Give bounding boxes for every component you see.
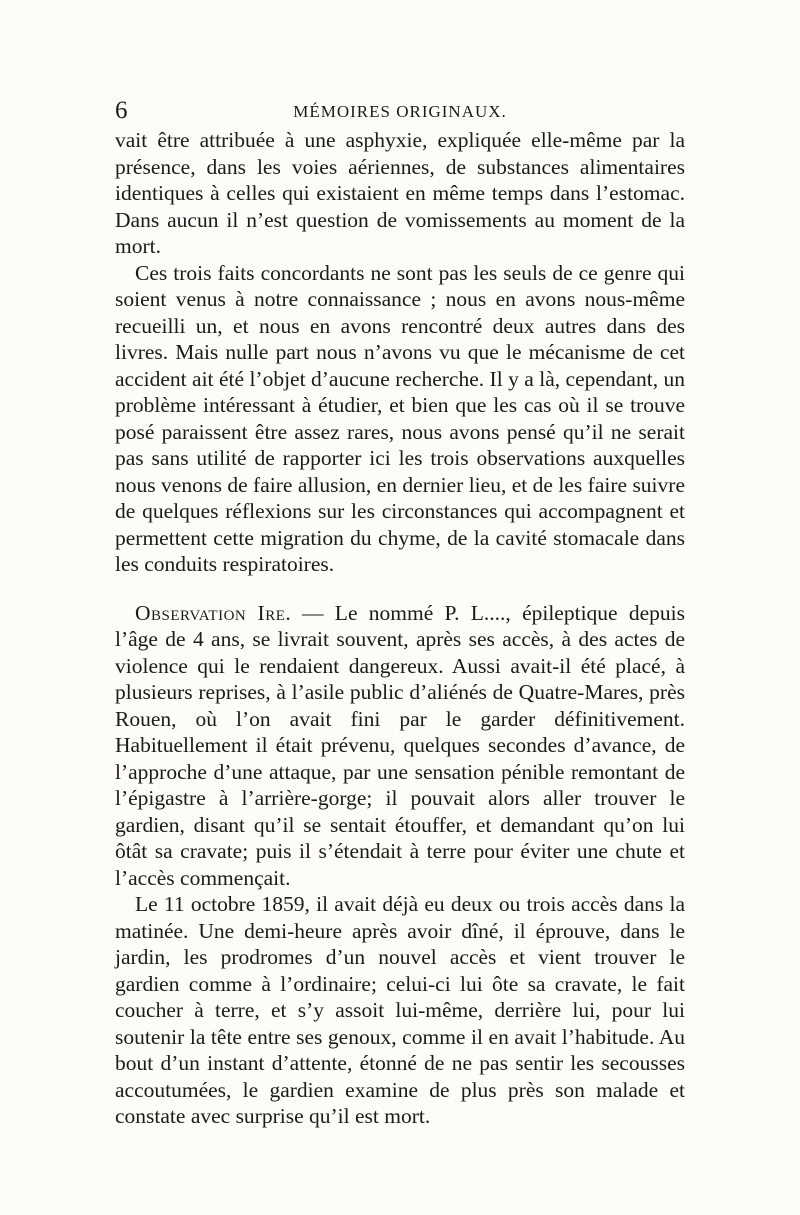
running-head [115,96,685,126]
paragraph-october-1859: Le 11 octobre 1859, il avait déjà eu deux ou trois accès dans la matinée. Une demi-heure après avoir dîné, il éprouve, dans le jardin, les prodromes d’un nouvel accès et vient trouver le gardien comme à l’ordinaire; celui-ci lui ôte sa cravate, le fait coucher à terre, et s’y assoit lui-même, derrière lui, pour lui soutenir la tête entre ses genoux, comme il en avait l’habitude. Au bout d’un instant d’attente, étonné de ne pas sentir les secousses accoutumées, le gardien examine de plus près son malade et constate avec surprise qu’il est mort. [115,892,685,1128]
observation-text: . — Le nommé P. L...., épileptique depuis l’âge de 4 ans, se livrait souvent, après ses accès, à des actes de violence qui le rendaient dangereux. Aussi avait-il été placé, à plusieurs reprises, à l’asile public d’aliénés de Quatre-Mares, près Rouen, où l’on avait fini par le garder définitivement. Habituellement il était prévenu, quelques secondes d’avance, de l’approche d’une attaque, par une sensation pénible remontant de l’épigastre à l’arrière-gorge; il pouvait alors aller trouver le gardien, disant qu’il se sentait étouffer, et demandant qu’on lui ôtât sa cravate; puis il s’étendait à terre pour éviter une chute et l’accès commençait. [115,600,686,890]
observation-number: Ire [257,600,286,625]
page-number: 6 [115,97,128,124]
paragraph-observation-1 [115,600,685,892]
body-text [115,127,685,1130]
running-title: MÉMOIRES ORIGINAUX. [293,102,507,121]
observation-heading: Observation [135,600,247,625]
paragraph-concordant-facts: Ces trois faits concordants ne sont pas les seuls de ce genre qui soient venus à notre connaissance ; nous en avons nous-même recueilli un, et nous en avons rencontré deux autres dans des livres. Mais nulle part nous n’avons vu que le mécanisme de cet accident ait été l’objet d’aucune recherche. Il y a là, cependant, un problème intéressant à étudier, et bien que les cas où il se trouve posé paraissent être assez rares, nous avons pensé qu’il ne serait pas sans utilité de rapporter ici les trois observations auxquelles nous venons de faire allusion, en dernier lieu, et de les faire suivre de quelques réflexions sur les circonstances qui accompagnent et permettent cette migration du chyme, de la cavité stomacale dans les conduits respiratoires. [115,260,685,576]
paragraph-continuation: vait être attribuée à une asphyxie, expliquée elle-même par la présence, dans les voies aériennes, de substances alimentaires identiques à celles qui existaient en même temps dans l’estomac. Dans aucun il n’est question de vomissements au moment de la mort. [115,128,685,258]
